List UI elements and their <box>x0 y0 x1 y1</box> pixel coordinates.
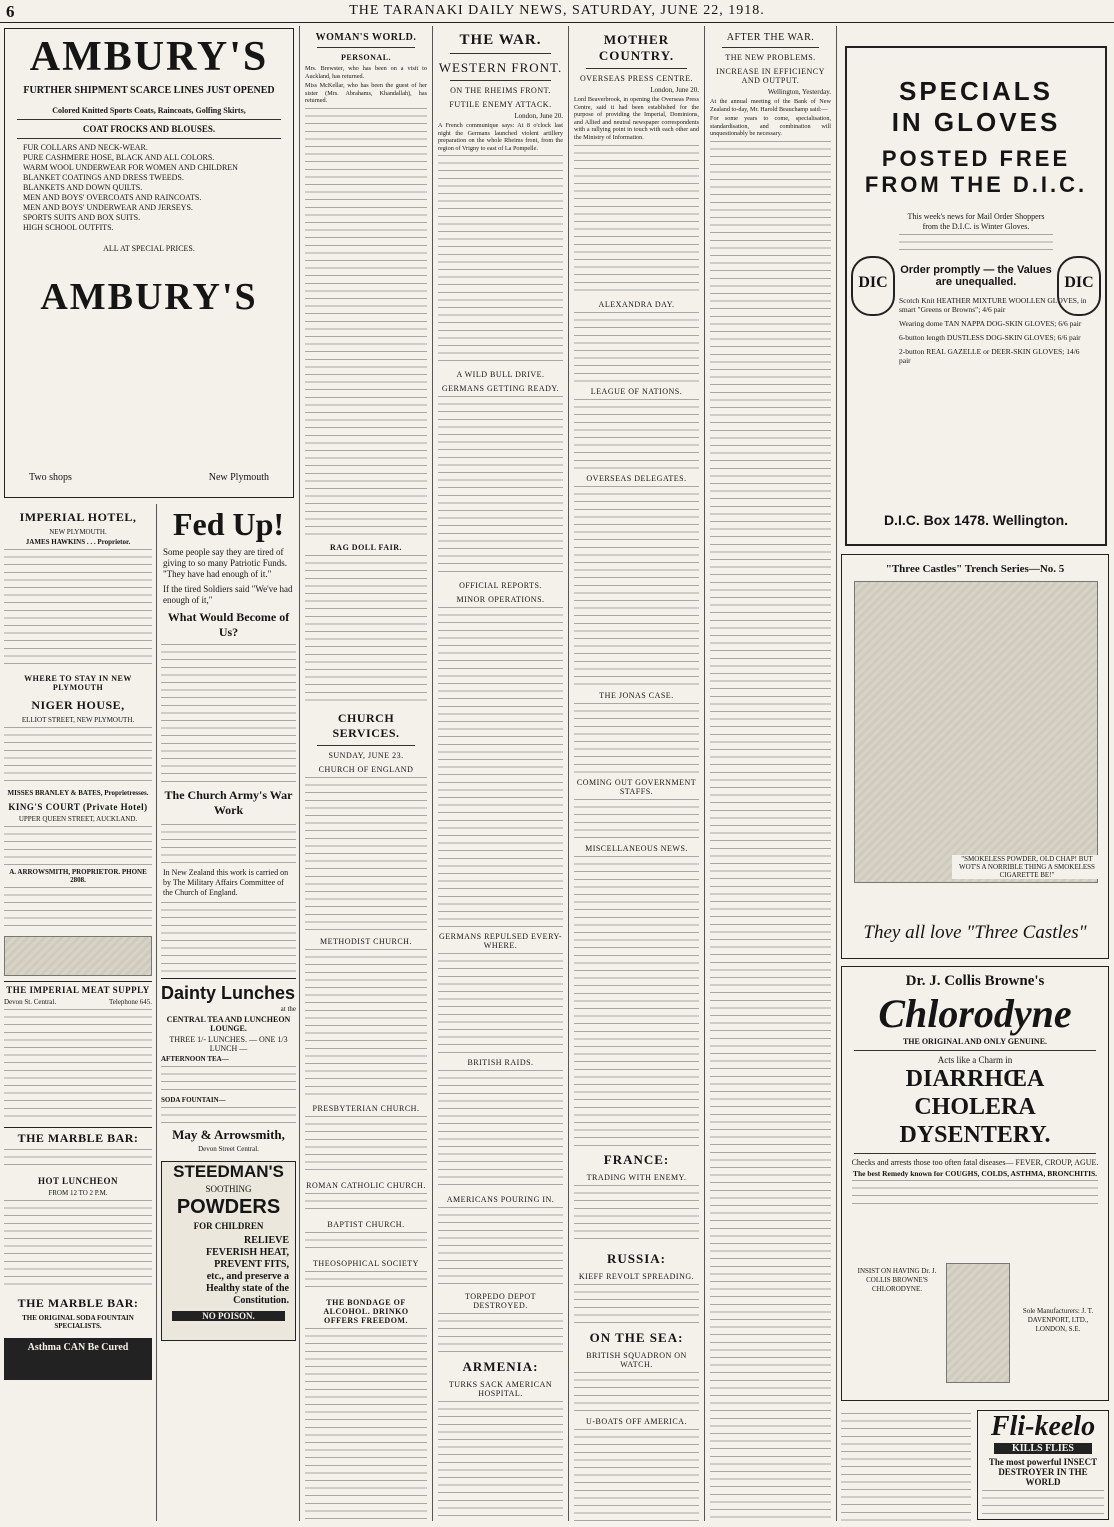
presbyterian-church: PRESBYTERIAN CHURCH. <box>312 1103 420 1113</box>
niger-house-owners: MISSES BRANLEY & BATES, Proprietresses. <box>7 789 149 797</box>
turks-sack-heading: TURKS SACK AMERICAN HOSPITAL. <box>448 1380 553 1399</box>
the-war-heading: THE WAR. <box>459 32 542 48</box>
press-centre-heading: OVERSEAS PRESS CENTRE. <box>579 74 694 83</box>
masthead <box>0 0 1114 23</box>
mother-para-1: Lord Beaverbrook, in opening the Overseas Press Centre, said it had been established for the purpose of providing the Imperial, Dominions, and Allied and neutral newspaper correspondents with a rallying point in touch with each other and the Ministry of Information. <box>574 96 699 141</box>
mother-dateline: London, June 20. <box>650 86 699 94</box>
chlorodyne-best: The best Remedy known for COUGHS, COLDS, ASTHMA, BRONCHITIS. <box>852 1169 1098 1178</box>
from-dic-line: FROM THE D.I.C. <box>864 172 1088 197</box>
getting-ready-heading: GERMANS GETTING READY. <box>441 384 560 394</box>
dainty-tea: AFTERNOON TEA— <box>161 1055 229 1063</box>
dic-seal-left: DIC <box>851 256 895 316</box>
baptist-church: BAPTIST CHURCH. <box>327 1219 405 1229</box>
after-war-heading: AFTER THE WAR. <box>726 32 815 43</box>
niger-house-title: NIGER HOUSE, <box>31 698 125 712</box>
france-heading: FRANCE: <box>603 1151 670 1167</box>
in-gloves-line: IN GLOVES <box>891 107 1061 137</box>
meat-supply-text <box>4 1009 152 1121</box>
diarrhoea: DIARRHŒA <box>905 1066 1045 1092</box>
dainty-place: CENTRAL TEA AND LUNCHEON LOUNGE. <box>166 1015 291 1033</box>
trench-cartoon-image <box>854 581 1098 883</box>
fed-up-title: Fed Up! <box>172 506 285 542</box>
hotel-ads <box>4 504 152 1521</box>
womans-world-heading: WOMAN'S WORLD. <box>315 32 417 43</box>
theosophical-society: THEOSOPHICAL SOCIETY <box>313 1258 419 1268</box>
staffs-heading: COMING OUT GOVERNMENT STAFFS. <box>576 777 697 796</box>
efficiency-heading: INCREASE IN EFFICIENCY AND OUTPUT. <box>716 67 825 85</box>
dic-gloves-ad <box>845 46 1107 546</box>
fed-up-text <box>161 644 296 782</box>
chlorodyne-title: Chlorodyne <box>878 991 1072 1036</box>
marble-bar-title: THE MARBLE BAR: <box>4 1127 152 1146</box>
meat-supply-title: THE IMPERIAL MEAT SUPPLY <box>4 981 152 995</box>
steedmans-name: STEEDMAN'S <box>173 1162 284 1181</box>
glove-item: 6-button length DUSTLESS DOG-SKIN GLOVES; 6/6 pair <box>899 333 1081 342</box>
amburys-item: WARM WOOL UNDERWEAR FOR WOMEN AND CHILDREN <box>23 163 238 172</box>
amburys-item: PURE CASHMERE HOSE, BLACK AND ALL COLORS. <box>23 153 215 162</box>
new-problems-heading: THE NEW PROBLEMS. <box>725 53 816 62</box>
amburys-item: SPORTS SUITS AND BOX SUITS. <box>23 213 141 222</box>
official-reports-heading: OFFICIAL REPORTS. <box>459 581 542 591</box>
torpedo-depot-heading: TORPEDO DEPOT DESTROYED. <box>464 1292 537 1311</box>
squadron-heading: BRITISH SQUADRON ON WATCH. <box>586 1350 687 1369</box>
steedmans-no-poison: NO POISON. <box>172 1311 285 1321</box>
bondage-heading: THE BONDAGE OF ALCOHOL. DRINKO OFFERS FREEDOM. <box>323 1297 409 1325</box>
glove-item: 2-button REAL GAZELLE or DEER-SKIN GLOVES; 14/6 pair <box>899 347 1080 365</box>
dainty-lunches-title: Dainty Lunches <box>161 983 296 1003</box>
western-front-heading: WESTERN FRONT. <box>438 60 563 75</box>
dysentery: DYSENTERY. <box>899 1122 1051 1148</box>
page-number: 6 <box>6 2 15 21</box>
trading-heading: TRADING WITH ENEMY. <box>586 1172 687 1182</box>
fed-up-para-1: Some people say they are tired of giving to so many Patriotic Funds. "They have had enough of it." <box>163 547 288 579</box>
imperial-hotel-place: NEW PLYMOUTH. <box>49 528 107 536</box>
amburys-item: BLANKETS AND DOWN QUILTS. <box>23 183 143 192</box>
delegates-heading: OVERSEAS DELEGATES. <box>586 473 687 483</box>
mother-country-column <box>569 26 705 1521</box>
dainty-street: Devon Street Central. <box>198 1145 259 1153</box>
kings-court-trams <box>4 887 152 932</box>
after-war-body <box>710 141 831 1521</box>
steedmans-relieve: RELIEVE FEVERISH HEAT, PREVENT FITS, etc., and preserve a Healthy state of the Constitution. <box>205 1235 289 1306</box>
chlorodyne-brand: Dr. J. Collis Browne's <box>905 973 1045 989</box>
soda-specialists: THE ORIGINAL SODA FOUNTAIN SPECIALISTS. <box>22 1314 134 1330</box>
futile-attack-heading: FUTILE ENEMY ATTACK. <box>449 100 552 109</box>
imperial-hotel-text <box>4 549 152 669</box>
amburys-logo-bottom: AMBURY'S <box>40 276 258 318</box>
asthma-ad: Asthma CAN Be Cured <box>4 1338 152 1380</box>
amburys-item: BLANKET COATINGS AND DRESS TWEEDS. <box>23 173 184 182</box>
steedmans-powders: POWDERS <box>176 1196 281 1218</box>
fed-up-question: What Would Become of Us? <box>167 610 290 639</box>
newspaper-title: THE TARANAKI DAILY NEWS, SATURDAY, JUNE 22, 1918. <box>349 3 765 18</box>
alexandra-day-heading: ALEXANDRA DAY. <box>598 299 675 309</box>
luncheon-hours: FROM 12 TO 2 P.M. <box>48 1189 108 1197</box>
dainty-lunch-prices: THREE 1/- LUNCHES. — ONE 1/3 LUNCH — <box>169 1035 288 1053</box>
imperial-hotel-proprietor: JAMES HAWKINS . . . Proprietor. <box>25 538 131 546</box>
kings-court-text <box>4 826 152 866</box>
marble-bar-menu <box>4 1200 152 1290</box>
church-army-title: The Church Army's War Work <box>164 788 293 817</box>
fli-keelo-tag: The most powerful INSECT DESTROYER IN THE WORLD <box>988 1457 1098 1487</box>
amburys-item: FUR COLLARS AND NECK-WEAR. <box>23 143 148 152</box>
steedmans-ad <box>161 1161 296 1341</box>
amburys-prices: ALL AT SPECIAL PRICES. <box>103 244 195 253</box>
steedmans-soothing: SOOTHING <box>205 1184 252 1194</box>
after-war-para-2: For some years to come, specialisation, standardisation, and combination will unquestionably be necessary. <box>710 115 831 138</box>
dainty-firm: May & Arrowsmith, <box>172 1127 285 1142</box>
three-castles-slogan: They all love "Three Castles" <box>863 922 1087 943</box>
street-map-image <box>4 936 152 976</box>
amburys-ad <box>4 28 294 498</box>
after-war-dateline: Wellington, Yesterday. <box>767 88 831 96</box>
advertisements-column <box>0 26 300 1521</box>
fli-keelo-title: Fli-keelo <box>990 1411 1096 1442</box>
dic-address: D.I.C. Box 1478. Wellington. <box>883 512 1069 528</box>
fli-keelo-ad <box>977 1410 1109 1520</box>
church-army-nz: In New Zealand this work is carried on by The Military Affairs Committee of the Church of England. <box>163 868 289 897</box>
amburys-new-plymouth: New Plymouth <box>208 472 269 483</box>
armenia-heading: ARMENIA: <box>462 1359 539 1375</box>
the-war-column <box>433 26 569 1521</box>
rheims-front-heading: ON THE RHEIMS FRONT. <box>450 86 551 95</box>
russia-heading: RUSSIA: <box>606 1250 666 1266</box>
three-castles-caption: "SMOKELESS POWDER, OLD CHAP! BUT WOT'S A NORRIBLE THING A SMOKELESS CIGARETTE BE!" <box>952 855 1102 879</box>
dic-intro: This week's news for Mail Order Shoppers from the D.I.C. is Winter Gloves. <box>907 212 1045 231</box>
niger-house-text <box>4 727 152 787</box>
glove-item: Scotch Knit HEATHER MIXTURE WOOLLEN GLOVES, in smart "Greens or Browns"; 4/6 pair <box>899 296 1087 314</box>
right-ads-column <box>837 26 1114 1521</box>
amburys-item: HIGH SCHOOL OUTFITS. <box>23 223 114 232</box>
meat-supply-phone: Telephone 645. <box>108 998 152 1006</box>
amburys-heading: COAT FROCKS AND BLOUSES. <box>82 124 216 134</box>
three-castles-heading: "Three Castles" Trench Series—No. 5 <box>885 563 1065 575</box>
kings-court-title: KING'S COURT (Private Hotel) <box>8 802 148 812</box>
british-raids-heading: BRITISH RAIDS. <box>467 1058 534 1068</box>
personal-note-2: Miss McKellar, who has been the guest of her sister (Mrs. Abrahams, Khandallah), has returned. <box>305 82 427 105</box>
chlorodyne-maker: Sole Manufacturers: J. T. DAVENPORT, LTD., LONDON, S.E. <box>1022 1307 1094 1333</box>
fed-up-para-2: If the tired Soldiers said "We've had enough of it," <box>163 584 293 605</box>
church-services-heading: CHURCH SERVICES. <box>332 710 400 740</box>
dic-order: Order promptly — the Values are unequalled. <box>900 264 1052 288</box>
dainty-fountain: SODA FOUNTAIN— <box>161 1096 226 1104</box>
steedmans-for-children: FOR CHILDREN <box>193 1221 264 1231</box>
personal-notes <box>305 108 427 538</box>
church-of-england: CHURCH OF ENGLAND <box>318 764 414 774</box>
dainty-lunches-ad <box>161 978 296 1153</box>
chlorodyne-bottle-image <box>946 1263 1010 1383</box>
war-para-1: A French communique says: At 8 o'clock last night the Germans launched violent artillery preparation on the whole Rheims front, from the region of Vrigny to east of La Pompelle. <box>438 122 563 152</box>
roman-catholic-church: ROMAN CATHOLIC CHURCH. <box>306 1180 426 1190</box>
amburys-coats: Colored Knitted Sports Coats, Raincoats, Golfing Skirts, <box>52 106 246 115</box>
chlorodyne-ad <box>841 966 1109 1401</box>
amburys-shipment: FURTHER SHIPMENT SCARCE LINES JUST OPENED <box>23 85 275 96</box>
uboats-heading: U-BOATS OFF AMERICA. <box>586 1416 687 1426</box>
niger-house-street: ELLIOT STREET, NEW PLYMOUTH. <box>21 716 135 724</box>
kieff-heading: KIEFF REVOLT SPREADING. <box>578 1271 695 1281</box>
repulsed-heading: GERMANS REPULSED EVERY-WHERE. <box>438 932 563 951</box>
chlorodyne-subtitle: THE ORIGINAL AND ONLY GENUINE. <box>902 1037 1048 1046</box>
personal-note-1: Mrs. Brewster, who has been on a visit to Auckland, has returned. <box>305 65 427 80</box>
rag-doll-heading: RAG DOLL FAIR. <box>330 542 402 552</box>
dic-seal-right: DIC <box>1057 256 1101 316</box>
methodist-church: METHODIST CHURCH. <box>320 936 412 946</box>
chlorodyne-checks: Checks and arrests those too often fatal diseases— FEVER, CROUP, AGUE. <box>851 1158 1099 1167</box>
dainty-at: at the <box>280 1005 296 1013</box>
imperial-hotel-title: IMPERIAL HOTEL, <box>19 510 137 524</box>
marble-bar-title-2: THE MARBLE BAR: <box>17 1296 139 1310</box>
amburys-two-shops: Two shops <box>29 472 72 483</box>
meat-supply-street: Devon St. Central. <box>4 998 57 1006</box>
glove-item: Wearing dome TAN NAPPA DOG-SKIN GLOVES; 6/6 pair <box>899 319 1082 328</box>
kings-court-street: UPPER QUEEN STREET, AUCKLAND. <box>18 815 138 823</box>
amburys-item: MEN AND BOYS' OVERCOATS AND RAINCOATS. <box>23 193 202 202</box>
specials-line: SPECIALS <box>898 76 1054 106</box>
cholera: CHOLERA <box>914 1094 1036 1120</box>
after-the-war-column <box>705 26 837 1521</box>
posted-free-line: POSTED FREE <box>881 146 1071 171</box>
sunday-date: SUNDAY, JUNE 23. <box>328 750 404 760</box>
war-dateline: London, June 20. <box>514 112 563 120</box>
three-castles-ad <box>841 554 1109 959</box>
jonas-heading: THE JONAS CASE. <box>599 690 674 700</box>
hot-luncheon: HOT LUNCHEON <box>37 1176 119 1186</box>
mother-country-heading: MOTHER COUNTRY. <box>598 32 675 63</box>
after-war-para-1: At the annual meeting of the Bank of New Zealand to-day, Mr. Harold Beauchamp said:— <box>710 98 831 113</box>
amburys-logo: AMBURY'S <box>29 34 269 80</box>
chlorodyne-insist: INSIST ON HAVING Dr. J. COLLIS BROWNE'S CHLORODYNE. <box>857 1267 937 1293</box>
womans-world-column <box>300 26 433 1521</box>
column-continuation <box>841 1410 971 1521</box>
minor-operations-heading: MINOR OPERATIONS. <box>456 595 545 605</box>
kings-court-owner: A. ARROWSMITH, PROPRIETOR. PHONE 2808. <box>9 868 147 884</box>
where-to-stay-title: WHERE TO STAY IN NEW PLYMOUTH <box>24 674 132 692</box>
on-the-sea-heading: ON THE SEA: <box>589 1329 684 1345</box>
personal-heading: PERSONAL. <box>340 53 392 62</box>
league-heading: LEAGUE OF NATIONS. <box>590 386 683 396</box>
fed-up-ad <box>156 504 296 1521</box>
fli-keelo-kills: KILLS FLIES <box>994 1443 1092 1454</box>
chlorodyne-acts: Acts like a Charm in <box>937 1055 1013 1065</box>
misc-news-heading: MISCELLANEOUS NEWS. <box>585 843 688 853</box>
amburys-item: MEN AND BOYS' UNDERWEAR AND JERSEYS. <box>23 203 193 212</box>
wild-bull-heading: A WILD BULL DRIVE. <box>456 370 545 380</box>
americans-heading: AMERICANS POURING IN. <box>446 1195 555 1205</box>
